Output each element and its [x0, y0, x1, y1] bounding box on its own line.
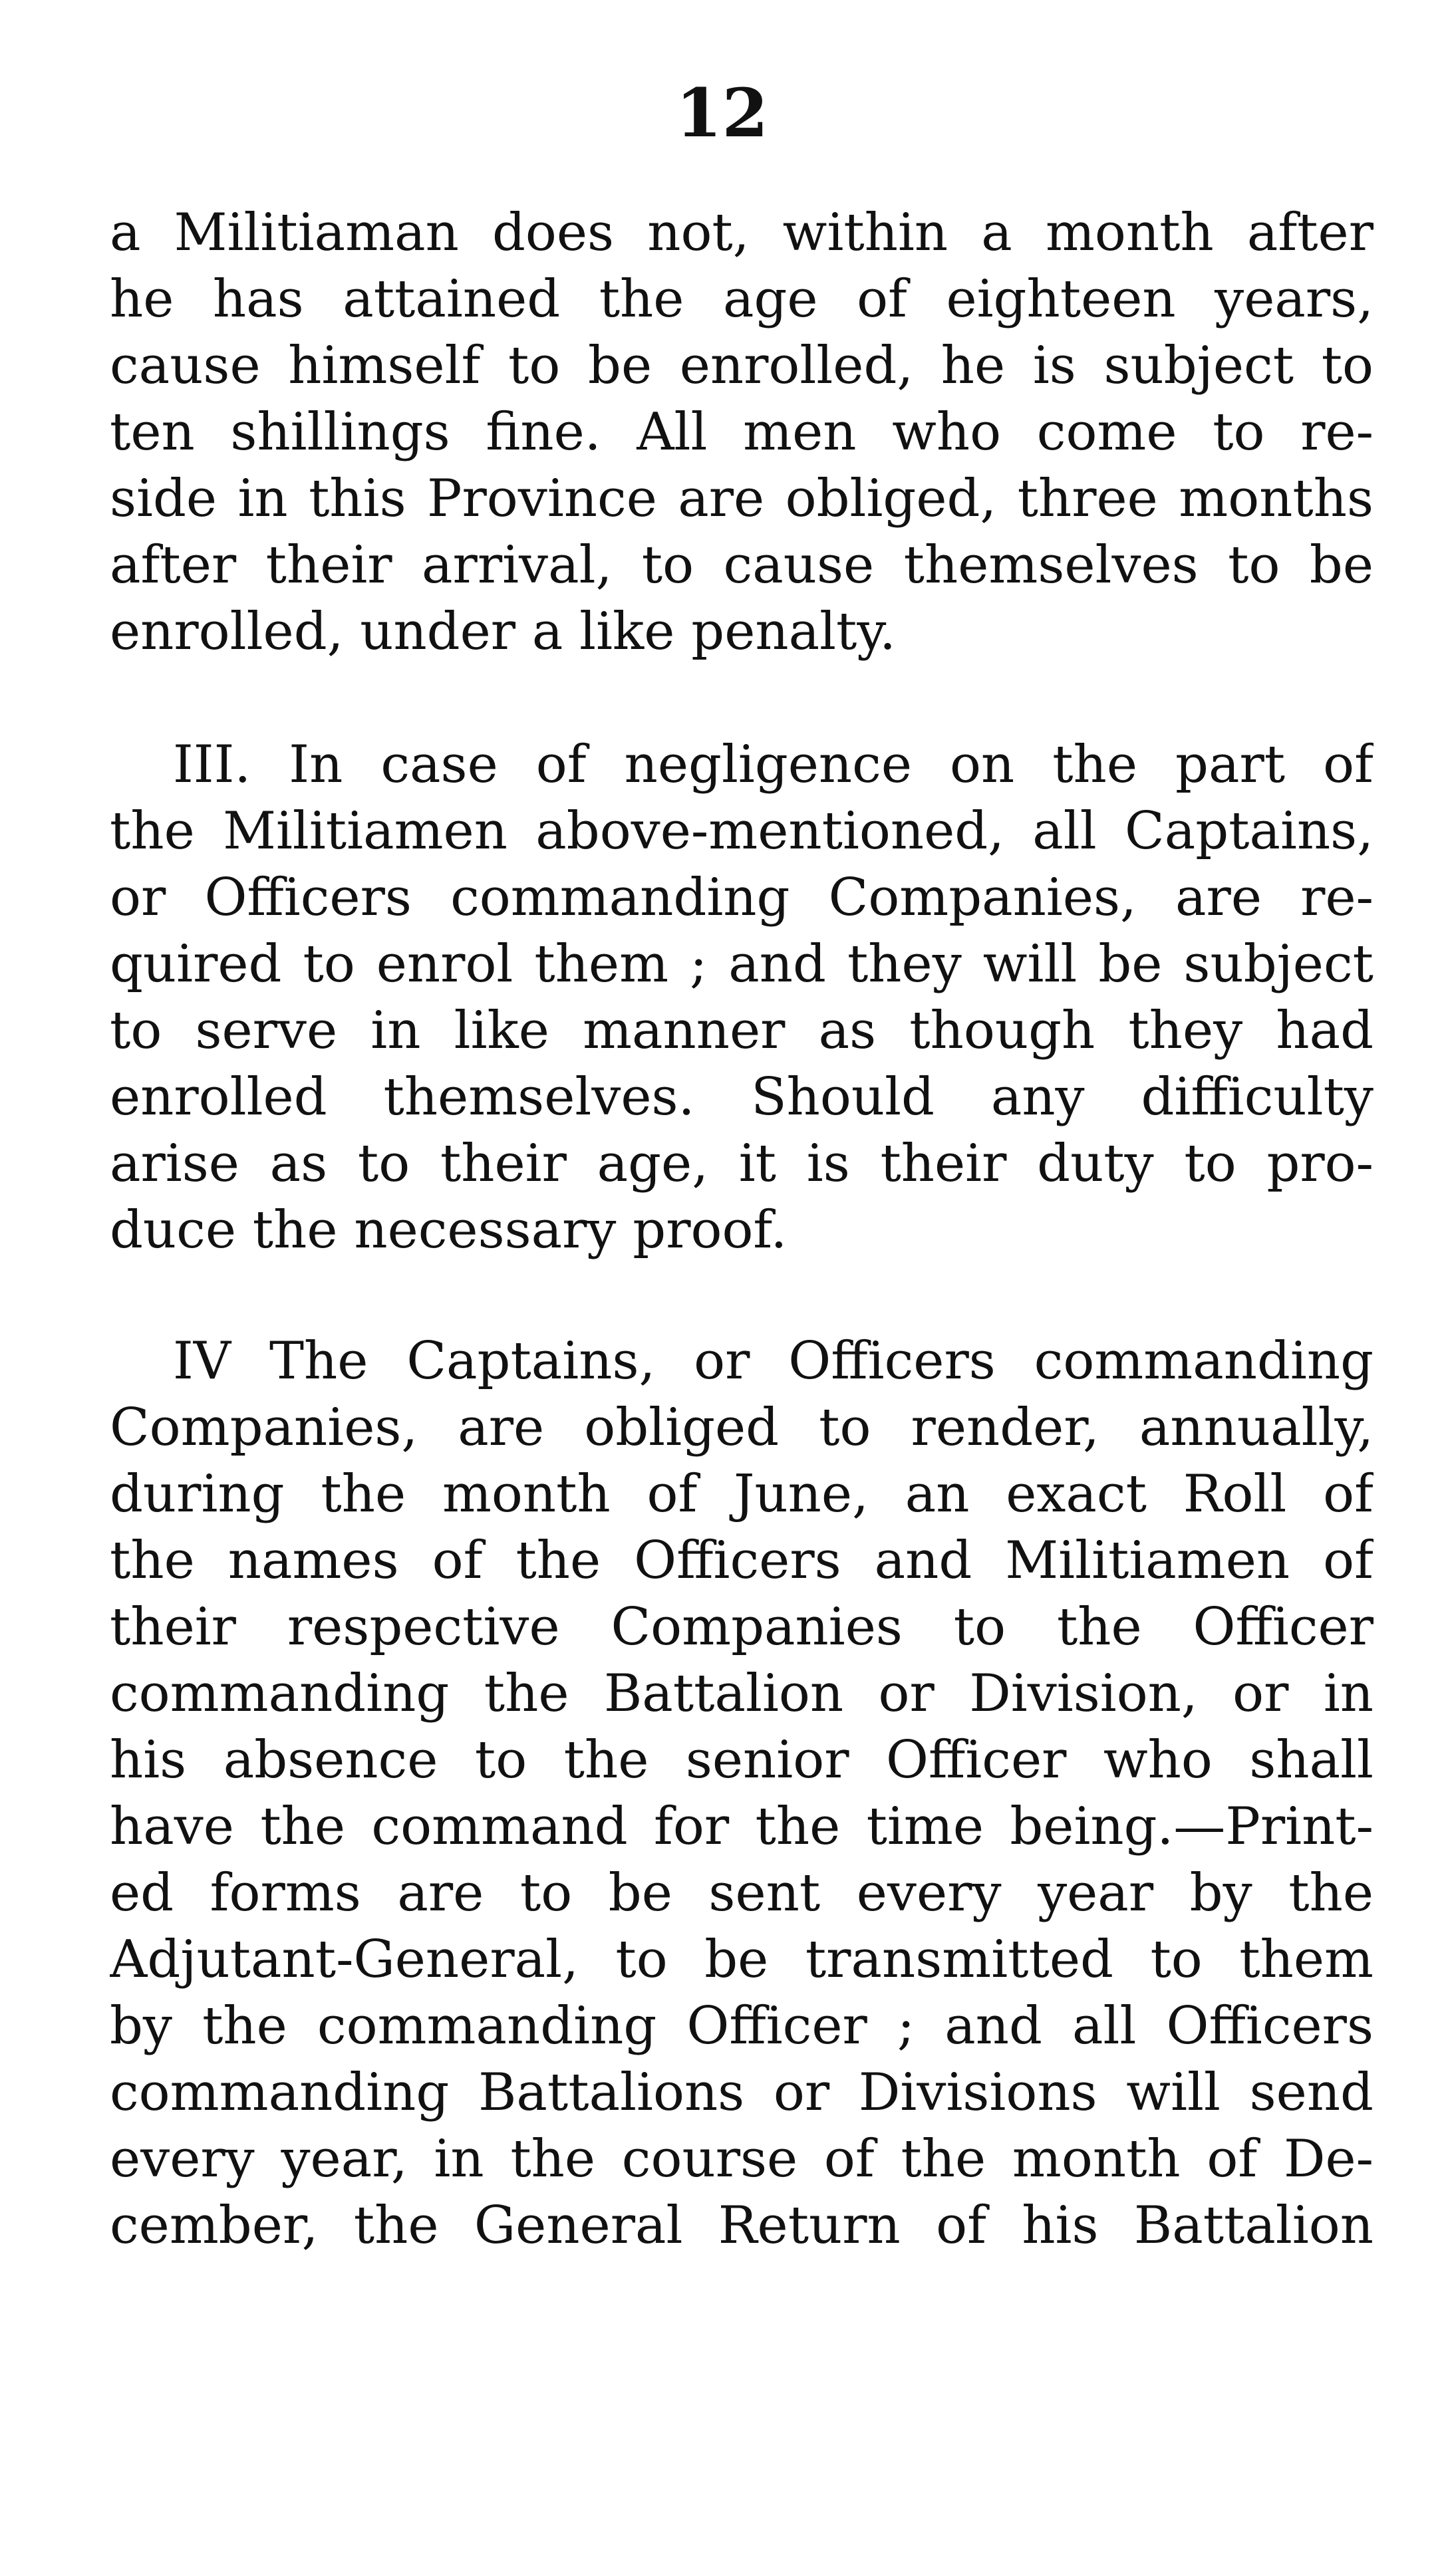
- text-line: or Officers commanding Companies, are re-: [110, 868, 1373, 928]
- paragraph-2-section-iii: [110, 731, 1373, 1263]
- text-line: have the command for the time being.—Print-: [110, 1797, 1373, 1857]
- text-line: arise as to their age, it is their duty to pro-: [110, 1134, 1373, 1194]
- text-line: commanding the Battalion or Division, or in: [110, 1664, 1373, 1724]
- text-line: commanding Battalions or Divisions will send: [110, 2063, 1373, 2123]
- text-line: side in this Province are obliged, three months: [110, 469, 1373, 529]
- text-line: enrolled, under a like penalty.: [110, 602, 896, 662]
- paragraph-3-section-iv: [110, 1328, 1373, 2259]
- text-line: Companies, are obliged to render, annually,: [110, 1398, 1373, 1458]
- text-line: by the commanding Officer ; and all Officers: [110, 1996, 1373, 2056]
- text-line: IV The Captains, or Officers commanding: [173, 1331, 1373, 1391]
- text-line: cause himself to be enrolled, he is subject to: [110, 336, 1373, 396]
- text-line: every year, in the course of the month of De-: [110, 2129, 1373, 2189]
- text-line: the Militiamen above-mentioned, all Captains,: [110, 801, 1373, 861]
- text-line: to serve in like manner as though they had: [110, 1001, 1373, 1061]
- text-line: during the month of June, an exact Roll of: [110, 1464, 1373, 1524]
- text-line: the names of the Officers and Militiamen of: [110, 1531, 1373, 1591]
- text-line: cember, the General Return of his Battalion: [110, 2196, 1373, 2255]
- paragraph-1: [110, 199, 1373, 665]
- text-line: ten shillings fine. All men who come to re-: [110, 402, 1373, 462]
- text-line: he has attained the age of eighteen years,: [110, 269, 1373, 329]
- text-line: ed forms are to be sent every year by the: [110, 1863, 1373, 1923]
- text-line: quired to enrol them ; and they will be subject: [110, 934, 1373, 994]
- text-line: enrolled themselves. Should any difficulty: [110, 1067, 1373, 1127]
- text-line: III. In case of negligence on the part of: [173, 735, 1373, 795]
- text-line: after their arrival, to cause themselves to be: [110, 535, 1373, 595]
- text-line: his absence to the senior Officer who shall: [110, 1730, 1373, 1790]
- text-line: Adjutant-General, to be transmitted to them: [110, 1930, 1373, 1990]
- text-line: a Militiaman does not, within a month after: [110, 203, 1373, 263]
- text-line: their respective Companies to the Officer: [110, 1597, 1373, 1657]
- text-line: duce the necessary proof.: [110, 1200, 788, 1260]
- page-number: 12: [675, 74, 769, 152]
